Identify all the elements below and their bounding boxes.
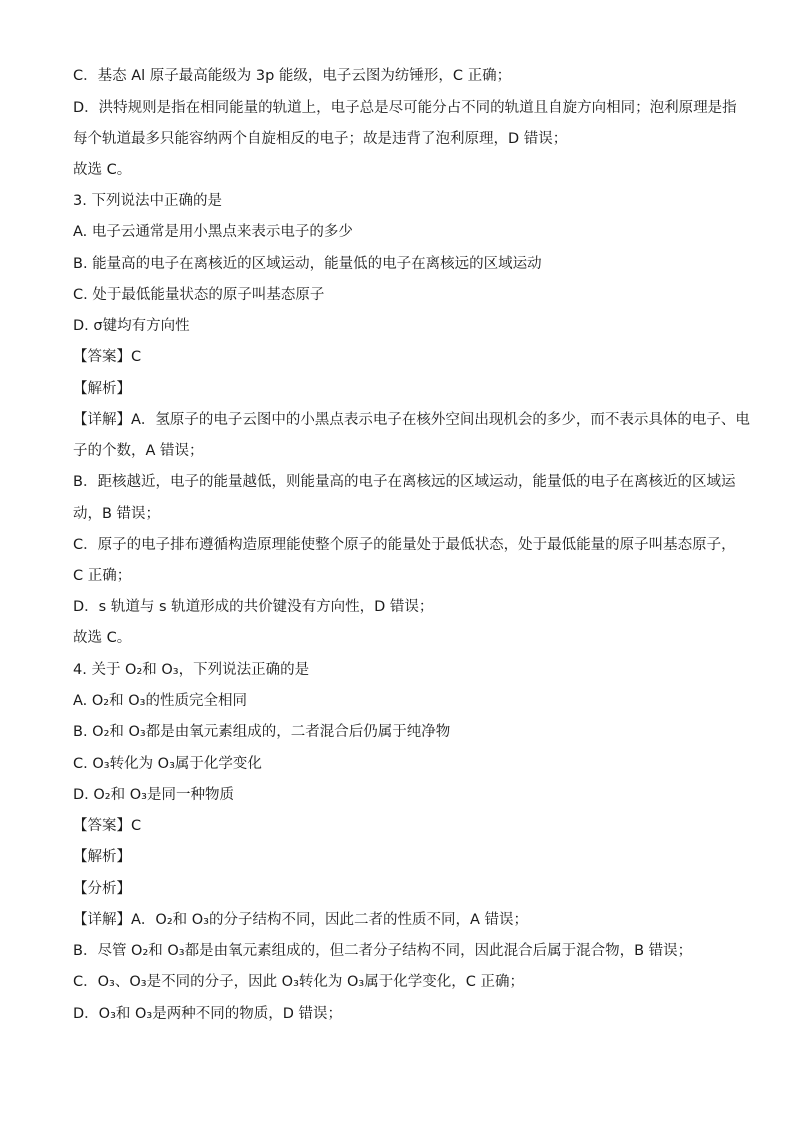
- text-line: B．距核越近，电子的能量越低，则能量高的电子在离核远的区域运动，能量低的电子在离核近的区域运: [73, 474, 736, 490]
- question-title: 4. 关于 O₂和 O₃，下列说法正确的是: [73, 662, 310, 678]
- text-line: C．原子的电子排布遵循构造原理能使整个原子的能量处于最低状态，处于最低能量的原子叫基态原子，: [73, 537, 736, 553]
- text-line: 子的个数，A 错误；: [73, 443, 204, 459]
- text-line: D．O₃和 O₃是两种不同的物质，D 错误；: [73, 1006, 342, 1022]
- option-b: B. O₂和 O₃都是由氧元素组成的，二者混合后仍属于纯净物: [73, 724, 451, 740]
- text-line: D．洪特规则是指在相同能量的轨道上，电子总是尽可能分占不同的轨道且自旋方向相同；泡利原理是指: [73, 100, 737, 116]
- text-line: 每个轨道最多只能容纳两个自旋相反的电子；故是违背了泡利原理，D 错误；: [73, 131, 568, 147]
- text-line: 故选 C。: [73, 162, 132, 178]
- option-c: C. O₃转化为 O₃属于化学变化: [73, 756, 262, 772]
- option-d: D. O₂和 O₃是同一种物质: [73, 787, 234, 803]
- analysis-heading: 【解析】: [73, 381, 131, 397]
- text-line: D．s 轨道与 s 轨道形成的共价键没有方向性，D 错误；: [73, 599, 434, 615]
- text-line: C．O₃、O₃是不同的分子，因此 O₃转化为 O₃属于化学变化，C 正确；: [73, 974, 524, 990]
- option-a: A. O₂和 O₃的性质完全相同: [73, 693, 247, 709]
- text-line: B．尽管 O₂和 O₃都是由氧元素组成的，但二者分子结构不同，因此混合后属于混合物，B 错误；: [73, 943, 693, 959]
- text-line: C 正确；: [73, 568, 132, 584]
- text-line: 【详解】A．氢原子的电子云图中的小黑点表示电子在核外空间出现机会的多少，而不表示具体的电子、电: [73, 412, 750, 428]
- answer-line: 【答案】C: [73, 818, 142, 834]
- option-d: D. σ键均有方向性: [73, 318, 190, 334]
- answer-line: 【答案】C: [73, 349, 142, 365]
- text-line: C．基态 Al 原子最高能级为 3p 能级，电子云图为纺锤形，C 正确；: [73, 68, 512, 84]
- option-c: C. 处于最低能量状态的原子叫基态原子: [73, 287, 325, 303]
- question-title: 3. 下列说法中正确的是: [73, 193, 222, 209]
- text-line: 动，B 错误；: [73, 506, 161, 522]
- text-line: 【详解】A．O₂和 O₃的分子结构不同，因此二者的性质不同，A 错误；: [73, 912, 529, 928]
- text-line: 故选 C。: [73, 630, 132, 646]
- analysis-subheading: 【分析】: [73, 881, 131, 897]
- option-a: A. 电子云通常是用小黑点来表示电子的多少: [73, 224, 353, 240]
- analysis-heading: 【解析】: [73, 849, 131, 865]
- option-b: B. 能量高的电子在离核近的区域运动，能量低的电子在离核远的区域运动: [73, 256, 542, 272]
